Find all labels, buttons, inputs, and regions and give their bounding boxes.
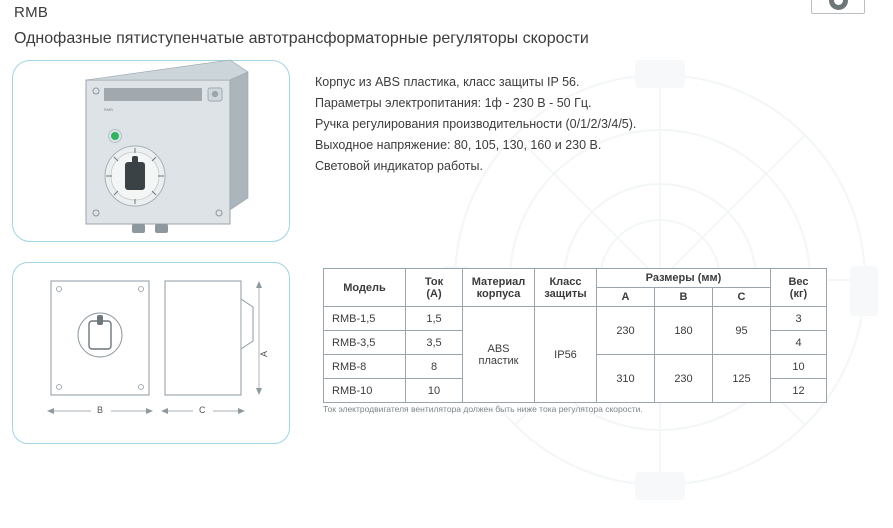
page-title: RMB	[14, 4, 49, 21]
dimension-label-b: B	[97, 405, 104, 415]
header-protection-line2: защиты	[544, 287, 587, 300]
header-protection	[535, 269, 597, 307]
cell-weight: 3	[771, 307, 827, 331]
header-model: Модель	[324, 269, 406, 307]
header-material-line2: корпуса	[476, 287, 521, 300]
dimension-drawing-panel	[12, 262, 290, 444]
cell-current: 10	[406, 379, 463, 403]
specification-list	[315, 72, 735, 177]
cell-current: 1,5	[406, 307, 463, 331]
company-logo	[811, 0, 865, 14]
table-note: Ток электродвигателя вентилятора должен быть ниже тока регулятора скорости.	[323, 404, 643, 414]
cell-current: 3,5	[406, 331, 463, 355]
cell-model: RMB-10	[324, 379, 406, 403]
specification-table	[323, 268, 827, 403]
spec-item: Параметры электропитания: 1ф - 230 В - 50 Гц.	[315, 96, 592, 110]
cell-dim-c: 95	[713, 307, 771, 355]
cell-model: RMB-1,5	[324, 307, 406, 331]
spec-item: Выходное напряжение: 80, 105, 130, 160 и 230 В.	[315, 138, 602, 152]
header-current-line1: Ток	[424, 275, 444, 288]
logo-ring-icon	[829, 0, 848, 10]
cell-dim-a: 310	[597, 355, 655, 403]
header-weight	[771, 269, 827, 307]
cell-weight: 12	[771, 379, 827, 403]
cell-protection: IP56	[535, 307, 597, 403]
header-material	[463, 269, 535, 307]
dimension-label-a: A	[259, 350, 270, 358]
table-row	[324, 307, 827, 331]
header-current-line2: (А)	[426, 287, 442, 300]
spec-item: Ручка регулирования производительности (0/1/2/3/4/5).	[315, 117, 637, 131]
cell-dim-b: 180	[655, 307, 713, 355]
cell-dim-c: 125	[713, 355, 771, 403]
header-protection-line1: Класс	[549, 275, 582, 288]
cell-model: RMB-3,5	[324, 331, 406, 355]
header-dim-b: В	[655, 288, 713, 307]
header-material-line1: Материал	[471, 275, 526, 288]
cell-weight: 4	[771, 331, 827, 355]
cell-dim-a: 230	[597, 307, 655, 355]
header-dimensions: Размеры (мм)	[597, 269, 771, 288]
cell-weight: 10	[771, 355, 827, 379]
cell-material: ABS пластик	[463, 307, 535, 403]
header-dim-a: А	[597, 288, 655, 307]
header-current	[406, 269, 463, 307]
page-subtitle: Однофазные пятиступенчатые автотрансформаторные регуляторы скорости	[14, 30, 589, 47]
cell-current: 8	[406, 355, 463, 379]
cell-model: RMB-8	[324, 355, 406, 379]
header-dim-c: С	[713, 288, 771, 307]
product-photo	[80, 58, 255, 238]
spec-item: Световой индикатор работы.	[315, 159, 483, 173]
dimension-drawings	[13, 263, 291, 445]
cell-dim-b: 230	[655, 355, 713, 403]
header-weight-line1: Вес	[788, 275, 809, 288]
header-weight-line2: (кг)	[789, 287, 808, 300]
svg-text:RMB: RMB	[104, 107, 113, 112]
table-header-row	[324, 269, 827, 288]
dimension-label-c: C	[199, 405, 206, 415]
spec-item: Корпус из ABS пластика, класс защиты IP 56.	[315, 75, 580, 89]
